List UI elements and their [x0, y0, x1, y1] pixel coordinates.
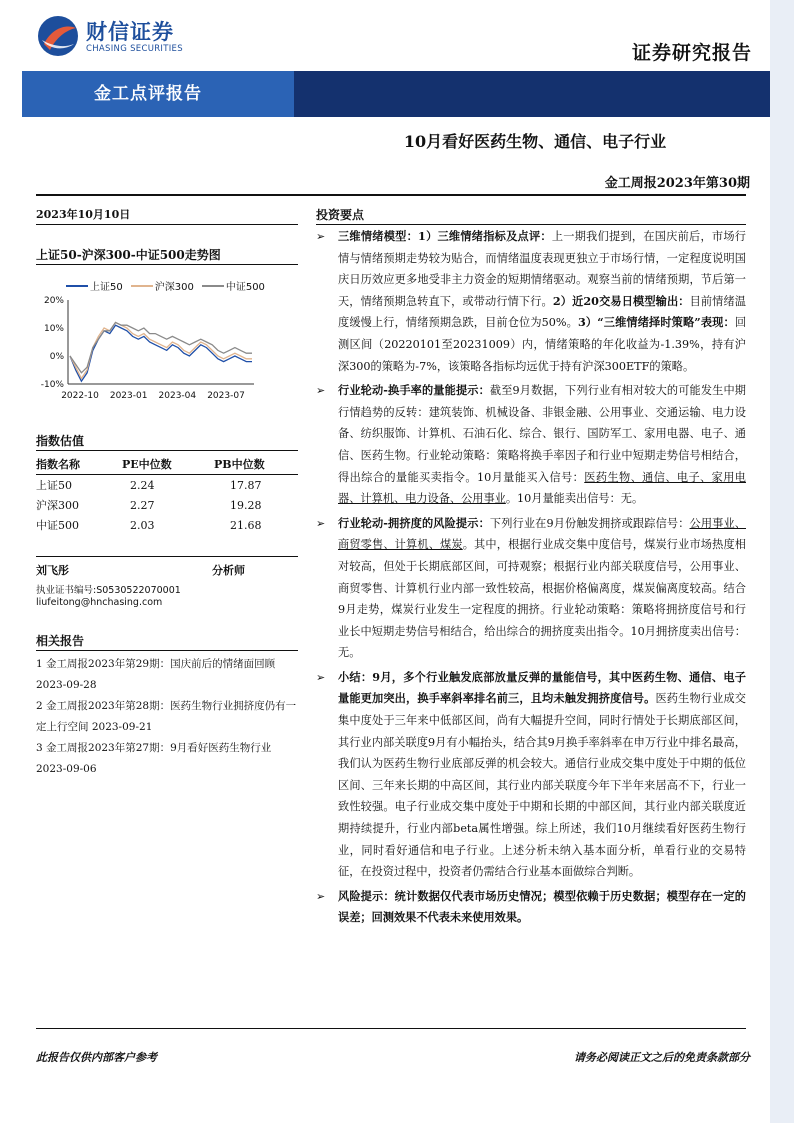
report-date: 2023年10月10日: [36, 208, 131, 221]
legend-item-sz50: 上证50: [66, 278, 123, 293]
pe-value: 2.27: [130, 498, 155, 512]
table-row: [36, 495, 298, 515]
point-turnover-signal: ➢ 行业轮动-换手率的量能提示：截至9月数据，下列行业有相对较大的可能发生中期行情趋势的反转：建筑装饰、机械设备、非银金融、公用事业、交通运输、电力设备、纺织服饰、计算机、石油石化、综合、银行、国防军工、家用电器、电子、通信、医药生物。行业轮动策略：策略将换手率因子和行业中短期走势信号相结合，得出综合的量能买卖指令。10月量能买入信号：医药生物、通信、电子、家用电器、计算机、电力设备、公用事业。10月量能卖出信号：无。: [316, 380, 746, 510]
y-tick-label: 0%: [49, 352, 64, 362]
y-tick-label: 20%: [43, 296, 64, 306]
bullet-arrow-icon: ➢: [316, 230, 326, 243]
footer-divider: [36, 1028, 746, 1029]
invest-title-divider: [316, 224, 746, 225]
page-title: 10月看好医药生物、通信、电子行业: [403, 132, 667, 151]
index-name: 沪深300: [36, 499, 79, 512]
logo-chinese-name: 财信证券: [86, 20, 174, 44]
col-header-index: 指数名称: [36, 458, 80, 471]
valuation-title: 指数估值: [36, 434, 85, 448]
x-tick-label: 2022-10: [61, 391, 99, 401]
index-name: 中证500: [36, 519, 79, 532]
valuation-title-divider: [36, 450, 298, 451]
table-row: [36, 475, 298, 496]
x-tick-label: 2023-07: [207, 391, 245, 401]
trend-chart: [36, 292, 266, 404]
index-name: 上证50: [36, 479, 72, 492]
valuation-table: [36, 454, 298, 535]
footer-disclaimer-right: 请务必阅读正文之后的免责条款部分: [574, 1051, 750, 1064]
chart-legend: [66, 278, 265, 293]
title-divider: [36, 194, 746, 196]
pb-value: 19.28: [230, 498, 262, 512]
table-row: [36, 515, 298, 535]
col-header-pb: PB中位数: [214, 458, 265, 471]
y-tick-label: -10%: [40, 380, 64, 390]
logo-mark-icon: [36, 14, 80, 58]
analyst-divider: [36, 556, 298, 557]
pb-value: 17.87: [230, 478, 262, 492]
related-title: 相关报告: [36, 634, 85, 648]
series-line-1: [70, 322, 252, 378]
point-summary: ➢ 小结：9月，多个行业触发底部放量反弹的量能信号，其中医药生物、通信、电子量能更加突出，换手率斜率排名前三，且均未触发拥挤度信号。医药生物行业成交集中度处于三年来中低部区间，尚有大幅提升空间，同时行情处于长期底部区间，其行业内部关联度9月有小幅抬头，结合其9月换手率斜率在申万行业中排名最高，我们认为医药生物行业底部反弹的机会较大。通信行业成交集中度处于中期的低位区间、三年来长期的中高区间，其行业内部关联度今年下半年来居高不下，行业一致性较强。电子行业成交集中度处于中期和长期的中部区间，其行业内部关联度近期持续提升，行业内部beta属性增强。综上所述，我们10月继续看好医药生物行业，同时看好通信和电子行业。上述分析未纳入基本面分析，单看行业的交易特征，在投资过程中，投资者仍需结合行业基本面做综合判断。: [316, 667, 746, 883]
related-report-item[interactable]: 3 金工周报2023年第27期：9月看好医药生物行业 2023-09-06: [36, 742, 272, 775]
legend-item-hs300: 沪深300: [131, 278, 194, 293]
chart-title-divider: [36, 264, 298, 265]
pe-value: 2.24: [130, 478, 155, 492]
bullet-arrow-icon: ➢: [316, 670, 326, 684]
bullet-arrow-icon: ➢: [316, 889, 326, 903]
pe-value: 2.03: [130, 518, 155, 532]
x-tick-label: 2023-04: [158, 391, 197, 401]
date-divider: [36, 224, 298, 225]
chart-section-title: 上证50-沪深300-中证500走势图: [36, 248, 221, 262]
y-tick-label: 10%: [43, 324, 64, 334]
related-reports-list: [36, 654, 298, 780]
col-header-pe: PE中位数: [122, 458, 172, 471]
point-sentiment-model: ➢ 三维情绪模型：1）三维情绪指标及点评：上一期我们提到，在国庆前后，市场行情与情绪预期走势较为贴合，而情绪温度表现更独立于市场行情，一定程度说明国庆日历效应更多地受非主力资金的短期情绪驱动。观察当前的情绪预期，节后第一天，情绪预期急转直下，或带动行情下行。2）近20交易日模型输出：目前情绪温度缓慢上行，情绪预期急跌，目前仓位为50%。3）“三维情绪择时策略”表现：回测区间（20220101至20231009）内，情绪策略的年化收益为-1.39%，持有沪深300的策略为-7%，该策略各指标均远优于持有沪深300ETF的策略。: [316, 226, 746, 377]
related-report-item[interactable]: 2 金工周报2023年第28期：医药生物行业拥挤度仍有一定上行空间 2023-09-21: [36, 700, 297, 733]
table-header-row: [36, 454, 298, 475]
banner-label: 金工点评报告: [22, 71, 294, 117]
banner-dark-block: [294, 71, 770, 117]
analyst-role: 分析师: [212, 564, 245, 577]
footer-disclaimer-left: 此报告仅供内部客户参考: [36, 1051, 157, 1064]
legend-item-zz500: 中证500: [202, 278, 265, 293]
invest-title: 投资要点: [316, 208, 365, 222]
related-report-item[interactable]: 1 金工周报2023年第29期：国庆前后的情绪面回顾 2023-09-28: [36, 658, 276, 691]
analyst-email[interactable]: liufeitong@hnchasing.com: [36, 597, 163, 608]
point-risk-warning: ➢ 风险提示：统计数据仅代表市场历史情况；模型依赖于历史数据；模型存在一定的误差；回测效果不代表未来使用效果。: [316, 886, 746, 929]
company-logo: [36, 14, 206, 58]
header-banner: [22, 71, 770, 117]
pb-value: 21.68: [230, 518, 262, 532]
report-type: 证券研究报告: [631, 42, 752, 64]
analyst-name: 刘飞彤: [36, 564, 69, 577]
bullet-arrow-icon: ➢: [316, 516, 326, 530]
right-margin-band: [770, 0, 794, 1123]
investment-points: [316, 226, 746, 932]
x-tick-label: 2023-01: [109, 391, 148, 401]
point-crowding-risk: ➢ 行业轮动-拥挤度的风险提示：下列行业在9月份触发拥挤或跟踪信号：公用事业、商贸零售、计算机、煤炭。其中，根据行业成交集中度信号，煤炭行业市场热度相对较高，但处于长期底部区间，可持观察；根据行业内部关联度信号，公用事业、商贸零售、计算机行业内部一致性较高，根据价格偏离度，煤炭偏离度较高。结合9月走势，煤炭行业发生一定程度的拥挤。行业轮动策略：策略将拥挤度信号和行业长中短期走势信号相结合，给出综合的拥挤度卖出指令。10月拥挤度卖出信号：无。: [316, 513, 746, 664]
logo-english-name: CHASING SECURITIES: [86, 44, 183, 54]
bullet-arrow-icon: ➢: [316, 384, 326, 398]
page-subtitle: 金工周报2023年第30期: [604, 176, 750, 191]
related-title-divider: [36, 650, 298, 651]
analyst-license: 执业证书编号:S0530522070001: [36, 585, 181, 596]
